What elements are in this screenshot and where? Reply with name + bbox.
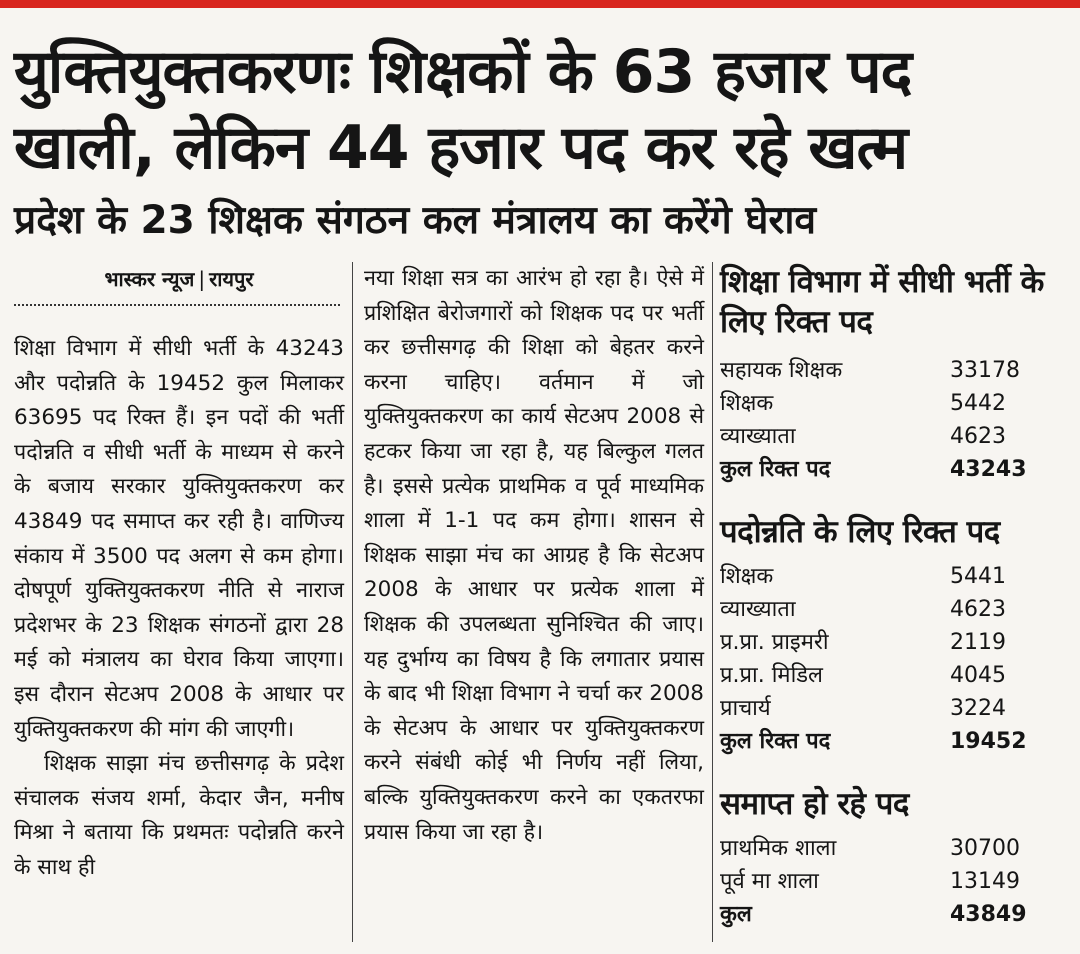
row-label: शिक्षक: [720, 391, 774, 416]
row-label: शिक्षक: [720, 564, 774, 589]
column-divider: [352, 262, 353, 942]
table-total-row: [720, 725, 1070, 758]
table-total-row: [720, 453, 1070, 486]
byline: [14, 262, 344, 296]
total-label: कुल: [720, 902, 752, 927]
row-label: प्र.प्रा. मिडिल: [720, 663, 823, 688]
table-row: [720, 420, 1070, 453]
row-label: व्याख्याता: [720, 597, 796, 622]
row-label: प्राथमिक शाला: [720, 836, 837, 861]
table-row: [720, 832, 1070, 865]
subheadline: प्रदेश के 23 शिक्षक संगठन कल मंत्रालय का करेंगे घेराव: [14, 198, 817, 243]
total-label: कुल रिक्त पद: [720, 457, 831, 482]
promotion-vacancies-box: [720, 512, 1070, 758]
table-total-row: [720, 898, 1070, 931]
row-value: 33178: [950, 358, 1020, 383]
box-title: पदोन्नति के लिए रिक्त पद: [720, 514, 1000, 550]
column-divider: [712, 262, 713, 942]
row-value: 5442: [950, 391, 1006, 416]
table-row: [720, 692, 1070, 725]
article-column-2: [364, 262, 704, 850]
total-label: कुल रिक्त पद: [720, 729, 831, 754]
byline-divider: [14, 304, 340, 306]
row-value: 2119: [950, 630, 1006, 655]
article-paragraph: शिक्षा विभाग में सीधी भर्ती के 43243 और पदोन्नति के 19452 कुल मिलाकर 63695 पद रिक्त हैं। इन पदों की भर्ती पदोन्नति व सीधी भर्ती के माध्यम से करने के बजाय सरकार युक्तियुक्तकरण कर 43849 पद समाप्त कर रही है। वाणिज्य संकाय में 3500 पद अलग से कम होगा। दोषपूर्ण युक्तियुक्तकरण नीति से नाराज प्रदेशभर के 23 शिक्षक संगठनों द्वारा 28 मई को मंत्रालय का घेराव किया जाएगा। इस दौरान सेटअप 2008 के आधार पर युक्तियुक्तकरण की मांग की जाएगी।: [14, 336, 344, 742]
table-row: [720, 354, 1070, 387]
top-accent-bar: [0, 0, 1080, 8]
table-row: [720, 593, 1070, 626]
byline-city: रायपुर: [209, 267, 254, 291]
row-value: 30700: [950, 836, 1020, 861]
row-label: प्राचार्य: [720, 696, 771, 721]
table-row: [720, 659, 1070, 692]
box-title: शिक्षा विभाग में सीधी भर्ती के लिए रिक्त पद: [720, 264, 1044, 340]
row-value: 4045: [950, 663, 1006, 688]
row-value: 13149: [950, 869, 1020, 894]
headline-line-1: युक्तियुक्तकरणः शिक्षकों के 63 हजार पद: [14, 37, 912, 107]
row-value: 5441: [950, 564, 1006, 589]
direct-recruitment-vacancies-box: [720, 262, 1070, 486]
row-value: 4623: [950, 597, 1006, 622]
table-row: [720, 626, 1070, 659]
table-row: [720, 865, 1070, 898]
byline-separator: |: [198, 267, 206, 291]
table-row: [720, 560, 1070, 593]
abolished-posts-box: [720, 784, 1070, 931]
article-paragraph: नया शिक्षा सत्र का आरंभ हो रहा है। ऐसे में प्रशिक्षित बेरोजगारों को शिक्षक पद पर भर्ती कर छत्तीसगढ़ की शिक्षा को बेहतर करने करना चाहिए। वर्तमान में जो युक्तियुक्तकरण का कार्य सेटअप 2008 से हटकर किया जा रहा है, यह बिल्कुल गलत है। इससे प्रत्येक प्राथमिक व पूर्व माध्यमिक शाला में 1-1 पद कम होगा। शासन से शिक्षक साझा मंच का आग्रह है कि सेटअप 2008 के आधार पर प्रत्येक शाला में शिक्षक की उपलब्धता सुनिश्चित की जाए। यह दुर्भाग्य का विषय है कि लगातार प्रयास के बाद भी शिक्षा विभाग ने चर्चा कर 2008 के सेटअप के आधार पर युक्तियुक्तकरण करने संबंधी कोई भी निर्णय नहीं लिया, बल्कि युक्तियुक्तकरण करने का एकतरफा प्रयास किया जा रहा है।: [364, 266, 704, 845]
row-label: पूर्व मा शाला: [720, 869, 819, 894]
byline-source: भास्कर न्यूज: [104, 267, 195, 291]
row-value: 3224: [950, 696, 1006, 721]
row-label: सहायक शिक्षक: [720, 358, 843, 383]
total-value: 19452: [950, 729, 1027, 754]
box-title: समाप्त हो रहे पद: [720, 786, 909, 822]
table-row: [720, 387, 1070, 420]
total-value: 43243: [950, 457, 1027, 482]
row-value: 4623: [950, 424, 1006, 449]
row-label: व्याख्याता: [720, 424, 796, 449]
headline-line-2: खाली, लेकिन 44 हजार पद कर रहे खत्म: [14, 113, 908, 183]
article-column-1: [14, 332, 344, 886]
article-paragraph: शिक्षक साझा मंच छत्तीसगढ़ के प्रदेश संचालक संजय शर्मा, केदार जैन, मनीष मिश्रा ने बताया कि प्रथमतः पदोन्नति करने के साथ ही: [14, 751, 344, 880]
total-value: 43849: [950, 902, 1027, 927]
headline: [14, 34, 1074, 186]
row-label: प्र.प्रा. प्राइमरी: [720, 630, 829, 655]
